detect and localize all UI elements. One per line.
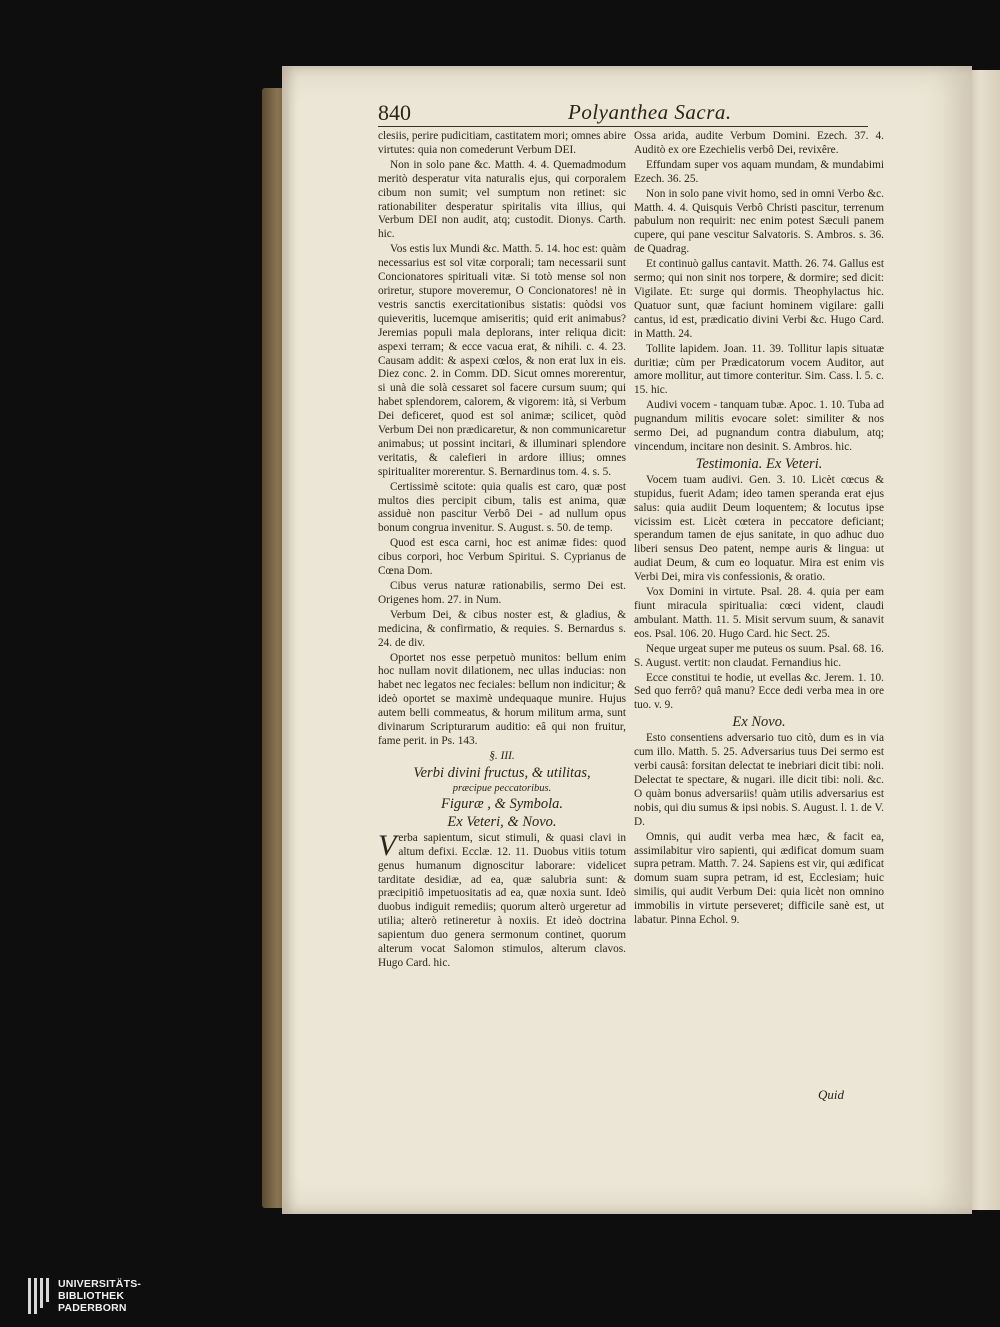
paragraph: Tollite lapidem. Joan. 11. 39. Tollitur lapis situatæ duritiæ; cùm per Prædicatorum vocem Auditor, aut amore mollitur, aut timore conteritur. Sim. Cass. l. 5. c. 15. hic. [634,342,884,397]
library-logo-text: UNIVERSITÄTS- BIBLIOTHEK PADERBORN [58,1278,142,1314]
paragraph: Ecce constitui te hodie, ut evellas &c. Jerem. 1. 10. Sed quo ferrô? quâ manu? Ecce dedi verba mea in ore tuo. v. 9. [634,671,884,712]
subsection-figures: Figuræ , & Symbola. [440,795,564,812]
paragraph: Non in solo pane vivit homo, sed in omni Verbo &c. Matth. 4. 4. Quisquis Verbô Christi pascitur, terrenum pabulum non requirit: nec enim potest Sæculi panem cupere, qui pane vescitur Salvatoris. S. Ambros. s. 36. de Quadrag. [634,187,884,256]
library-logo [28,1278,198,1318]
paragraph [378,828,626,971]
paragraph: Quod est esca carni, hoc est animæ fides: quod cibus corpori, hoc Verbum Spiritui. S. Cyprianus de Cœna Dom. [378,537,626,578]
paragraph: Neque urgeat super me puteus os suum. Psal. 68. 16. S. August. vertit: non claudat. Fernandius hic. [634,642,884,669]
book-page [282,66,972,1214]
drop-cap: V [378,828,397,862]
subsection-testimonia: Testimonia. Ex Veteri. [695,455,823,472]
paragraph: Verbum Dei, & cibus noster est, & gladius, & medicina, & confirmatio, & requies. S. Bernardus s. 24. de div. [378,608,626,649]
section-title: Verbi divini fructus, & utilitas, [413,764,591,781]
page-number: 840 [378,100,411,125]
paragraph: Certissimè scitote: quia qualis est caro, quæ post multos dies percipit cibum, talis est anima, quæ assiduè non pascitur Verbô Dei - ad nullum opus bonum congrua invenitur. S. August. s. 50. de temp. [378,480,626,535]
catchword: Quid [818,1087,844,1102]
paragraph: Vocem tuam audivi. Gen. 3. 10. Licèt cœcus & stupidus, fuerit Adam; ideo tamen speranda erat ejus salus: quia audiit Deum loquentem; & locutus ipse vicissim est. Licèt cœtera in peccatore deficiant; sperandum tamen de ejus sanitate, in quo adhuc duo liberi sensus Deo patent, nempe auris & lingua: ut audiat Deum, & cum eo loquatur. Mira est enim vis Verbi Dei, mira vis confessionis, & oratio. [634,473,884,584]
paragraph: Audivi vocem - tanquam tubæ. Apoc. 1. 10. Tuba ad pugnandum militis evocare solet: similiter & nos sermo Dei, ad pugnandum contra diabulum, atq; vincendum, incitare non desinit. S. Ambros. hic. [634,399,884,453]
running-header [378,100,868,127]
paragraph: clesiis, perire pudicitiam, castitatem mori; omnes abire virtutes: quia non comederunt Verbum DEI. [378,130,626,156]
paragraph: Vos estis lux Mundi &c. Matth. 5. 14. hoc est: quàm necessarius est sol vitæ corporali; tam necessarii sunt Concionatores spirituali vitæ. Si totò mense sol non oriretur, stupore moveremur, O Concionatores! nè in vestris sanctis exercitationibus sistatis: quòdsi vos quieveritis, lucemque amiseritis; quid erit animabus? Jeremias populi mala deplorans, inter reliqua dicit: aspexi terram; & ecce vacua erat, & nihili. c. 4. 23. Causam addit: & aspexi cœlos, & non erat lux in eis. Diez conc. 2. in Comm. DD. Sicut omnes morerentur, si unà die solà cessaret sol facere cursum suum; qui habet splendorem, calorem, & vigorem: ità, si Verbum Dei deficeret, quod est sol animæ; scilicet, quòd Verbum Dei non prædicaretur, & non communicaretur animabus; ut possint incitari, & illuminari splendore veritatis, & calefieri in ardore illius; omnes spiritualiter morerentur. S. Bernardinus tom. 4. s. 5. [378,243,626,478]
paragraph: Ossa arida, audite Verbum Domini. Ezech. 37. 4. Auditò ex ore Ezechielis verbô Dei, revixêre. [634,130,884,156]
paragraph: Oportet nos esse perpetuò munitos: bellum enim hoc nullam novit dilationem, nec ullas inducias: non habet nec legatos nec feciales: bellum non indicitur; & ideò oportet se maximè undequaque munire. Hujus autem belli commeatus, & horum militum arma, sunt divinarum Scripturarum auditio: eâ qui non fruitur, fame perit. in Ps. 143. [378,651,626,747]
paragraph: Et continuò gallus cantavit. Matth. 26. 74. Gallus est sermo; qui non sinit nos torpere, & dormire; sed dicit: Vigilate. Et: surge qui dormis. Theophylactus hic. Quatuor sunt, quæ faciunt hominem vigilare: galli cantus, id est, prædicatio divini Verbi &c. Hugo Card. in Matth. 24. [634,258,884,340]
paragraph: Omnis, qui audit verba mea hæc, & facit ea, assimilabitur viro sapienti, qui ædificat domum suam supra petram. Matth. 7. 24. Sapiens est vir, qui ædificat domum suam supra petram, id est, Ecclesiam; huic similis, qui audit Verbum Dei: quia licèt non omnino immobilis in virtute perseveret; difficile sanè est, ut labatur. Pinna Echol. 9. [634,830,884,927]
paragraph: Vox Domini in virtute. Psal. 28. 4. quia per eam fiunt miracula spiritualia: cœci vident, claudi ambulant. Matth. 11. 5. Misit servum suum, & sanavit eos. Psal. 106. 20. Hugo Card. hic Sect. 25. [634,586,884,640]
paragraph-text: erba sapientum, sicut stimuli, & quasi clavi in altum defixi. Ecclæ. 12. 11. Duobus vitiis totum genus humanum dignoscitur laborare: videlicet tarditate desidiæ, ad ea, quæ salubria sunt: & præcipitiô impetuositatis ad ea, quæ noxia sunt. Ideò duobus indiguit remediis; quorum alterò urgeretur ad utilia; alterò retineretur à noxiis. Et ideò doctrina sapientum duo genera sermonum continet, quorum alterum vocat Salomon stimulos, alterum clavos. Hugo Card. hic. [378,831,626,969]
subsection-ex-novo: Ex Novo. [732,714,786,731]
library-logo-icon [28,1278,54,1314]
paragraph: Esto consentiens adversario tuo citò, dum es in via cum illo. Matth. 5. 25. Adversarius tuus Dei sermo est verbi causâ: forsitan delectat te inebriari dicit tibi: noli. Delectat te spectare, & nugari. ille dicit tibi: noli. &c. O quàm bonus adversariis! quàm utilis adversarius est nobis, qui diu sumus & ipsi nobis. S. August. l. 1. de V. D. [634,732,884,828]
left-column [378,130,626,972]
running-title: Polyanthea Sacra. [568,100,732,124]
subsection-ex-veteri-novo: Ex Veteri, & Novo. [447,813,557,830]
paragraph: Effundam super vos aquam mundam, & mundabimi Ezech. 36. 25. [634,158,884,185]
paragraph: Cibus verus naturæ rationabilis, sermo Dei est. Origenes hom. 27. in Num. [378,580,626,606]
paragraph: Non in solo pane &c. Matth. 4. 4. Quemadmodum meritò desperatur vita naturalis ejus, qui corporalem cibum non sumit; vel sumptum non retinet: sic rationabiliter desperatur spiritalis vita illius, qui Verbum DEI non audit, atq; custodit. Dionys. Carth. hic. [378,158,626,241]
section-subtitle: præcipue peccatoribus. [452,782,552,794]
right-column [634,130,884,929]
section-number: §. III. [489,749,515,762]
